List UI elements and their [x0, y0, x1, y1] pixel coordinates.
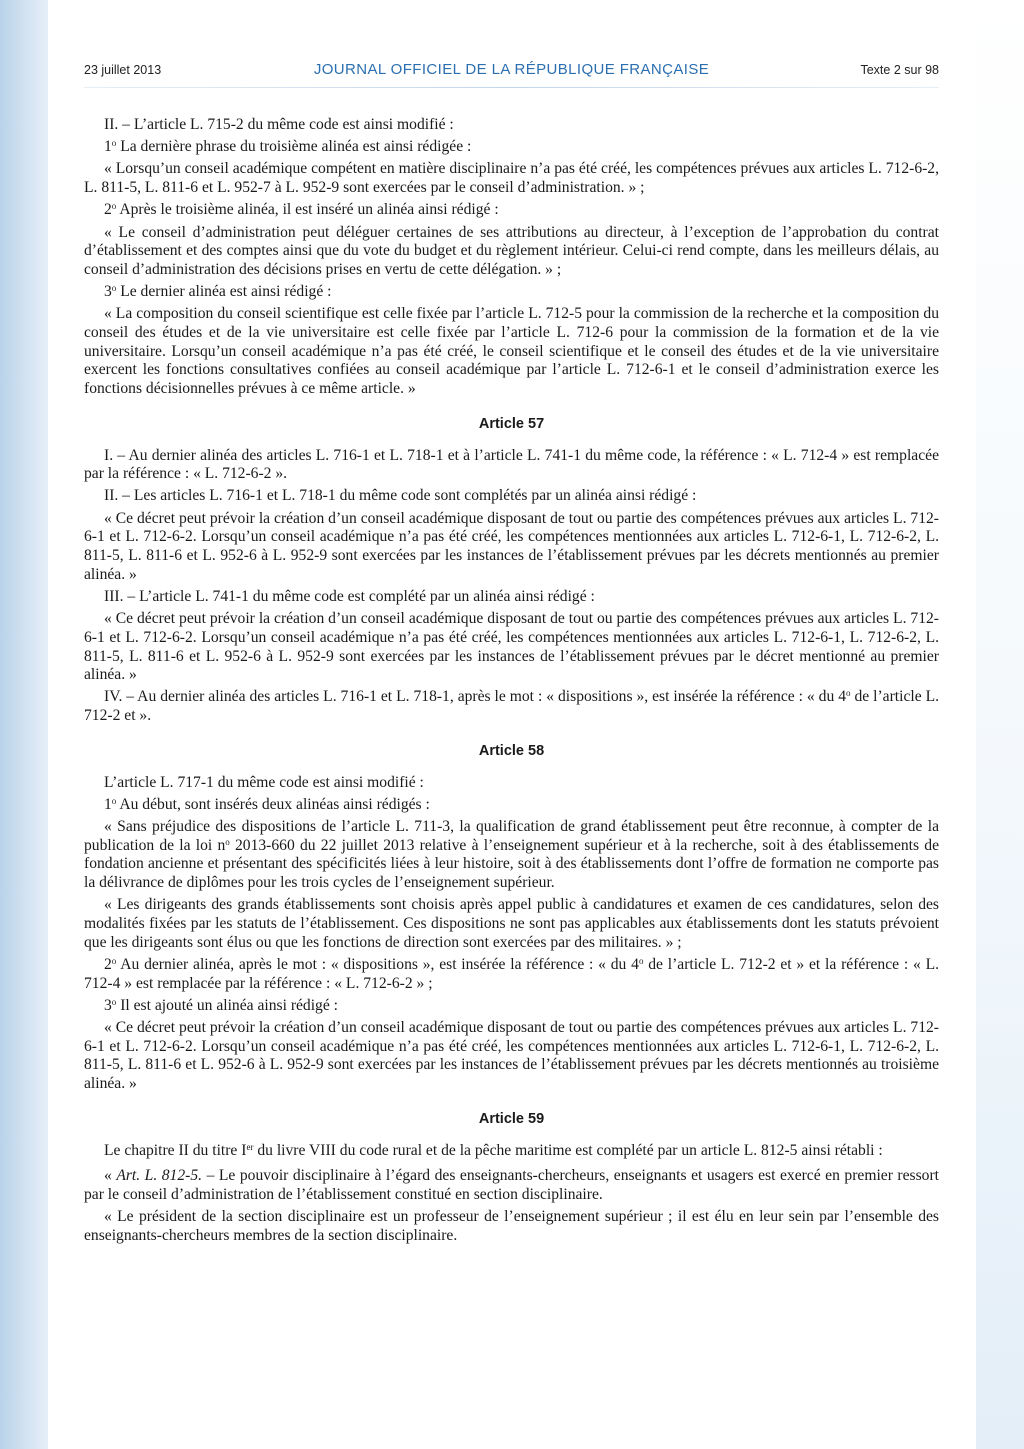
ordinal-number: 3: [104, 996, 112, 1014]
paragraph: [84, 997, 939, 1016]
ordinal-suffix: o: [638, 955, 644, 966]
paragraph: III. – L’article L. 741-1 du même code est complété par un alinéa ainsi rédigé :: [104, 587, 595, 605]
ordinal-suffix: o: [846, 688, 851, 699]
ordinal-suffix: o: [111, 138, 117, 149]
quoted-paragraph: « Lorsqu’un conseil académique compétent en matière disciplinaire n’a pas été créé, les compétences prévues aux articles L. 712-6-2, L. 811-5, L. 811-6 et L. 952-7 à L. 952-9 sont exercées par le conseil d’administration. » ;: [84, 160, 939, 197]
header-page-reference: Texte 2 sur 98: [860, 63, 939, 77]
paragraph: L’article L. 717-1 du même code est ainsi modifié :: [104, 773, 424, 791]
header-journal-title: JOURNAL OFFICIEL DE LA RÉPUBLIQUE FRANÇAISE: [313, 61, 710, 78]
header-date: 23 juillet 2013: [84, 63, 162, 77]
quoted-paragraph: « Ce décret peut prévoir la création d’un conseil académique disposant de tout ou partie des compétences prévues aux articles L. 712-6-1 et L. 712-6-2. Lorsqu’un conseil académique n’a pas été créé, les compétences mentionnées aux articles L. 712-6-1, L. 712-6-2, L. 811-5, L. 811-6 et L. 952-6 à L. 952-9 sont exercées par les instances de l’établissement prévues par les décrets mentionnés au troisième alinéa. »: [84, 1019, 939, 1093]
paragraph-text: 2013-660 du 22 juillet 2013 relative à l’enseignement supérieur et à la recherche, soit à des établissements de fondation ancienne et présentant des spécificités liées à leur histoire, soit à des établissements dont l’offre de formation ne comporte pas la délivrance de diplômes pour les trois cycles de l’enseignement supérieur.: [84, 836, 939, 892]
paragraph-text: Le chapitre II du titre I: [104, 1141, 247, 1159]
paragraph-text: Au début, sont insérés deux alinéas ainsi rédigés :: [119, 795, 430, 813]
paragraph-text: IV. – Au dernier alinéa des articles L. 716-1 et L. 718-1, après le mot : « dispositions », est insérée la référence : « du 4: [104, 688, 847, 706]
quoted-paragraph: « Ce décret peut prévoir la création d’un conseil académique disposant de tout ou partie des compétences prévues aux articles L. 712-6-1 et L. 712-6-2. Lorsqu’un conseil académique n’a pas été créé, les compétences mentionnées aux articles L. 712-6-1, L. 712-6-2, L. 811-5, L. 811-6 et L. 952-6 à L. 952-9 sont exercées par les instances de l’établissement prévues par le décret mentionné au premier alinéa. »: [84, 610, 939, 684]
quote-mark: «: [104, 1167, 117, 1185]
quoted-paragraph: « Le président de la section disciplinaire est un professeur de l’enseignement supérieur ; il est élu en leur sein par l’ensemble des enseignants-chercheurs membres de la section disciplinaire.: [84, 1208, 939, 1244]
quoted-paragraph: [84, 1167, 939, 1204]
ordinal-number: 1: [104, 138, 112, 156]
quoted-paragraph: « Les dirigeants des grands établissements sont choisis après appel public à candidatures et examen de ces candidatures, selon des modalités fixées par les statuts de l’établissement. Ces dispositions ne sont pas applicables aux établissements dont les statuts prévoient que les dirigeants sont élus ou que les fonctions de direction sont exercées par des militaires. » ;: [84, 896, 939, 951]
paragraph-text: Au dernier alinéa, après le mot : « dispositions », est insérée la référence : « du 4: [120, 955, 639, 973]
paragraph-text: « Sans préjudice des dispositions de l’article L. 711-3, la qualification de grand établissement peut être reconnue, à compter de la publication de la loi n: [84, 818, 939, 854]
paragraph-text: Après le troisième alinéa, il est inséré un alinéa ainsi rédigé :: [119, 201, 499, 219]
ordinal-number: 2: [104, 955, 112, 973]
paragraph: [84, 688, 939, 725]
ordinal-suffix: o: [111, 201, 117, 212]
quoted-paragraph: « Le conseil d’administration peut déléguer certaines de ses attributions au directeur, à l’exception de l’approbation du contrat d’établissement et des comptes ainsi que du vote du budget et du règlement intérieur. Celui-ci rend compte, dans les meilleurs délais, au conseil d’administration des décisions prises en vertu de cette délégation. » ;: [84, 223, 939, 278]
ordinal-number: 3: [104, 283, 112, 301]
article-59-heading: Article 59: [478, 1110, 545, 1127]
quoted-paragraph: « La composition du conseil scientifique est celle fixée par l’article L. 712-5 pour la commission de la recherche et la composition du conseil des études et de la vie universitaire est celle fixée par l’article L. 712-6 pour la commission de la formation et de la vie universitaire. Lorsqu’un conseil académique n’a pas été créé, le conseil scientifique et le conseil des études et de la vie universitaire exercent les fonctions consultatives confiées au conseil académique par l’article L. 712-6-1 et le conseil d’administration exerce les fonctions décisionnelles prévues à ce même article. »: [84, 305, 939, 398]
paragraph: II. – L’article L. 715-2 du même code est ainsi modifié :: [104, 116, 454, 133]
paragraph: II. – Les articles L. 716-1 et L. 718-1 du même code sont complétés par un alinéa ainsi rédigé :: [104, 487, 697, 505]
ordinal-number: 1: [104, 795, 112, 813]
paragraph-text: de l’article L. 712-2 et » et la référence : « L. 712-4 » est remplacée par la référence : « L. 712-6-2 » ;: [84, 955, 939, 992]
paragraph: [84, 1142, 939, 1161]
paragraph: [84, 138, 939, 157]
article-57-heading: Article 57: [478, 415, 545, 432]
paragraph: [84, 956, 939, 993]
paragraph-text: La dernière phrase du troisième alinéa est ainsi rédigée :: [120, 138, 472, 156]
ordinal-suffix: o: [111, 996, 117, 1007]
paragraph-text: Le dernier alinéa est ainsi rédigé :: [120, 283, 332, 301]
ordinal-suffix: o: [225, 836, 230, 847]
document-body: [84, 116, 939, 1249]
right-margin-band: [976, 0, 1024, 1449]
ordinal-suffix: o: [111, 283, 117, 294]
article-58-heading: Article 58: [478, 742, 545, 759]
page-header: [84, 61, 939, 81]
paragraph: [84, 283, 939, 302]
paragraph: [84, 796, 939, 815]
ordinal-suffix: er: [246, 1141, 254, 1152]
quoted-paragraph: [84, 818, 939, 893]
ordinal-suffix: o: [111, 795, 117, 806]
ordinal-suffix: o: [111, 955, 117, 966]
left-margin-band: [0, 0, 48, 1449]
paragraph-text: Il est ajouté un alinéa ainsi rédigé :: [120, 996, 339, 1014]
paragraph-text: du livre VIII du code rural et de la pêche maritime est complété par un article L. 812-5 ainsi rétabli :: [253, 1141, 883, 1159]
paragraph: I. – Au dernier alinéa des articles L. 716-1 et L. 718-1 et à l’article L. 741-1 du même code, la référence : « L. 712-4 » est remplacée par la référence : « L. 712-6-2 ».: [84, 446, 939, 483]
paragraph-text: de l’article L. 712-2 et ».: [84, 688, 939, 725]
article-reference: Art. L. 812-5.: [116, 1167, 203, 1185]
ordinal-number: 2: [104, 201, 112, 219]
paragraph: [84, 201, 939, 220]
quoted-paragraph: « Ce décret peut prévoir la création d’un conseil académique disposant de tout ou partie des compétences prévues aux articles L. 712-6-1 et L. 712-6-2. Lorsqu’un conseil académique n’a pas été créé, les compétences mentionnées aux articles L. 712-6-1, L. 712-6-2, L. 811-5, L. 811-6 et L. 952-6 à L. 952-9 sont exercées par les instances de l’établissement prévues par les décrets mentionnés au premier alinéa. »: [84, 509, 939, 583]
header-divider: [84, 87, 939, 88]
paragraph-text: – Le pouvoir disciplinaire à l’égard des enseignants-chercheurs, enseignants et usagers est exercé en premier ressort par le conseil d’administration de l’établissement constitué en section disciplinaire.: [84, 1167, 939, 1203]
